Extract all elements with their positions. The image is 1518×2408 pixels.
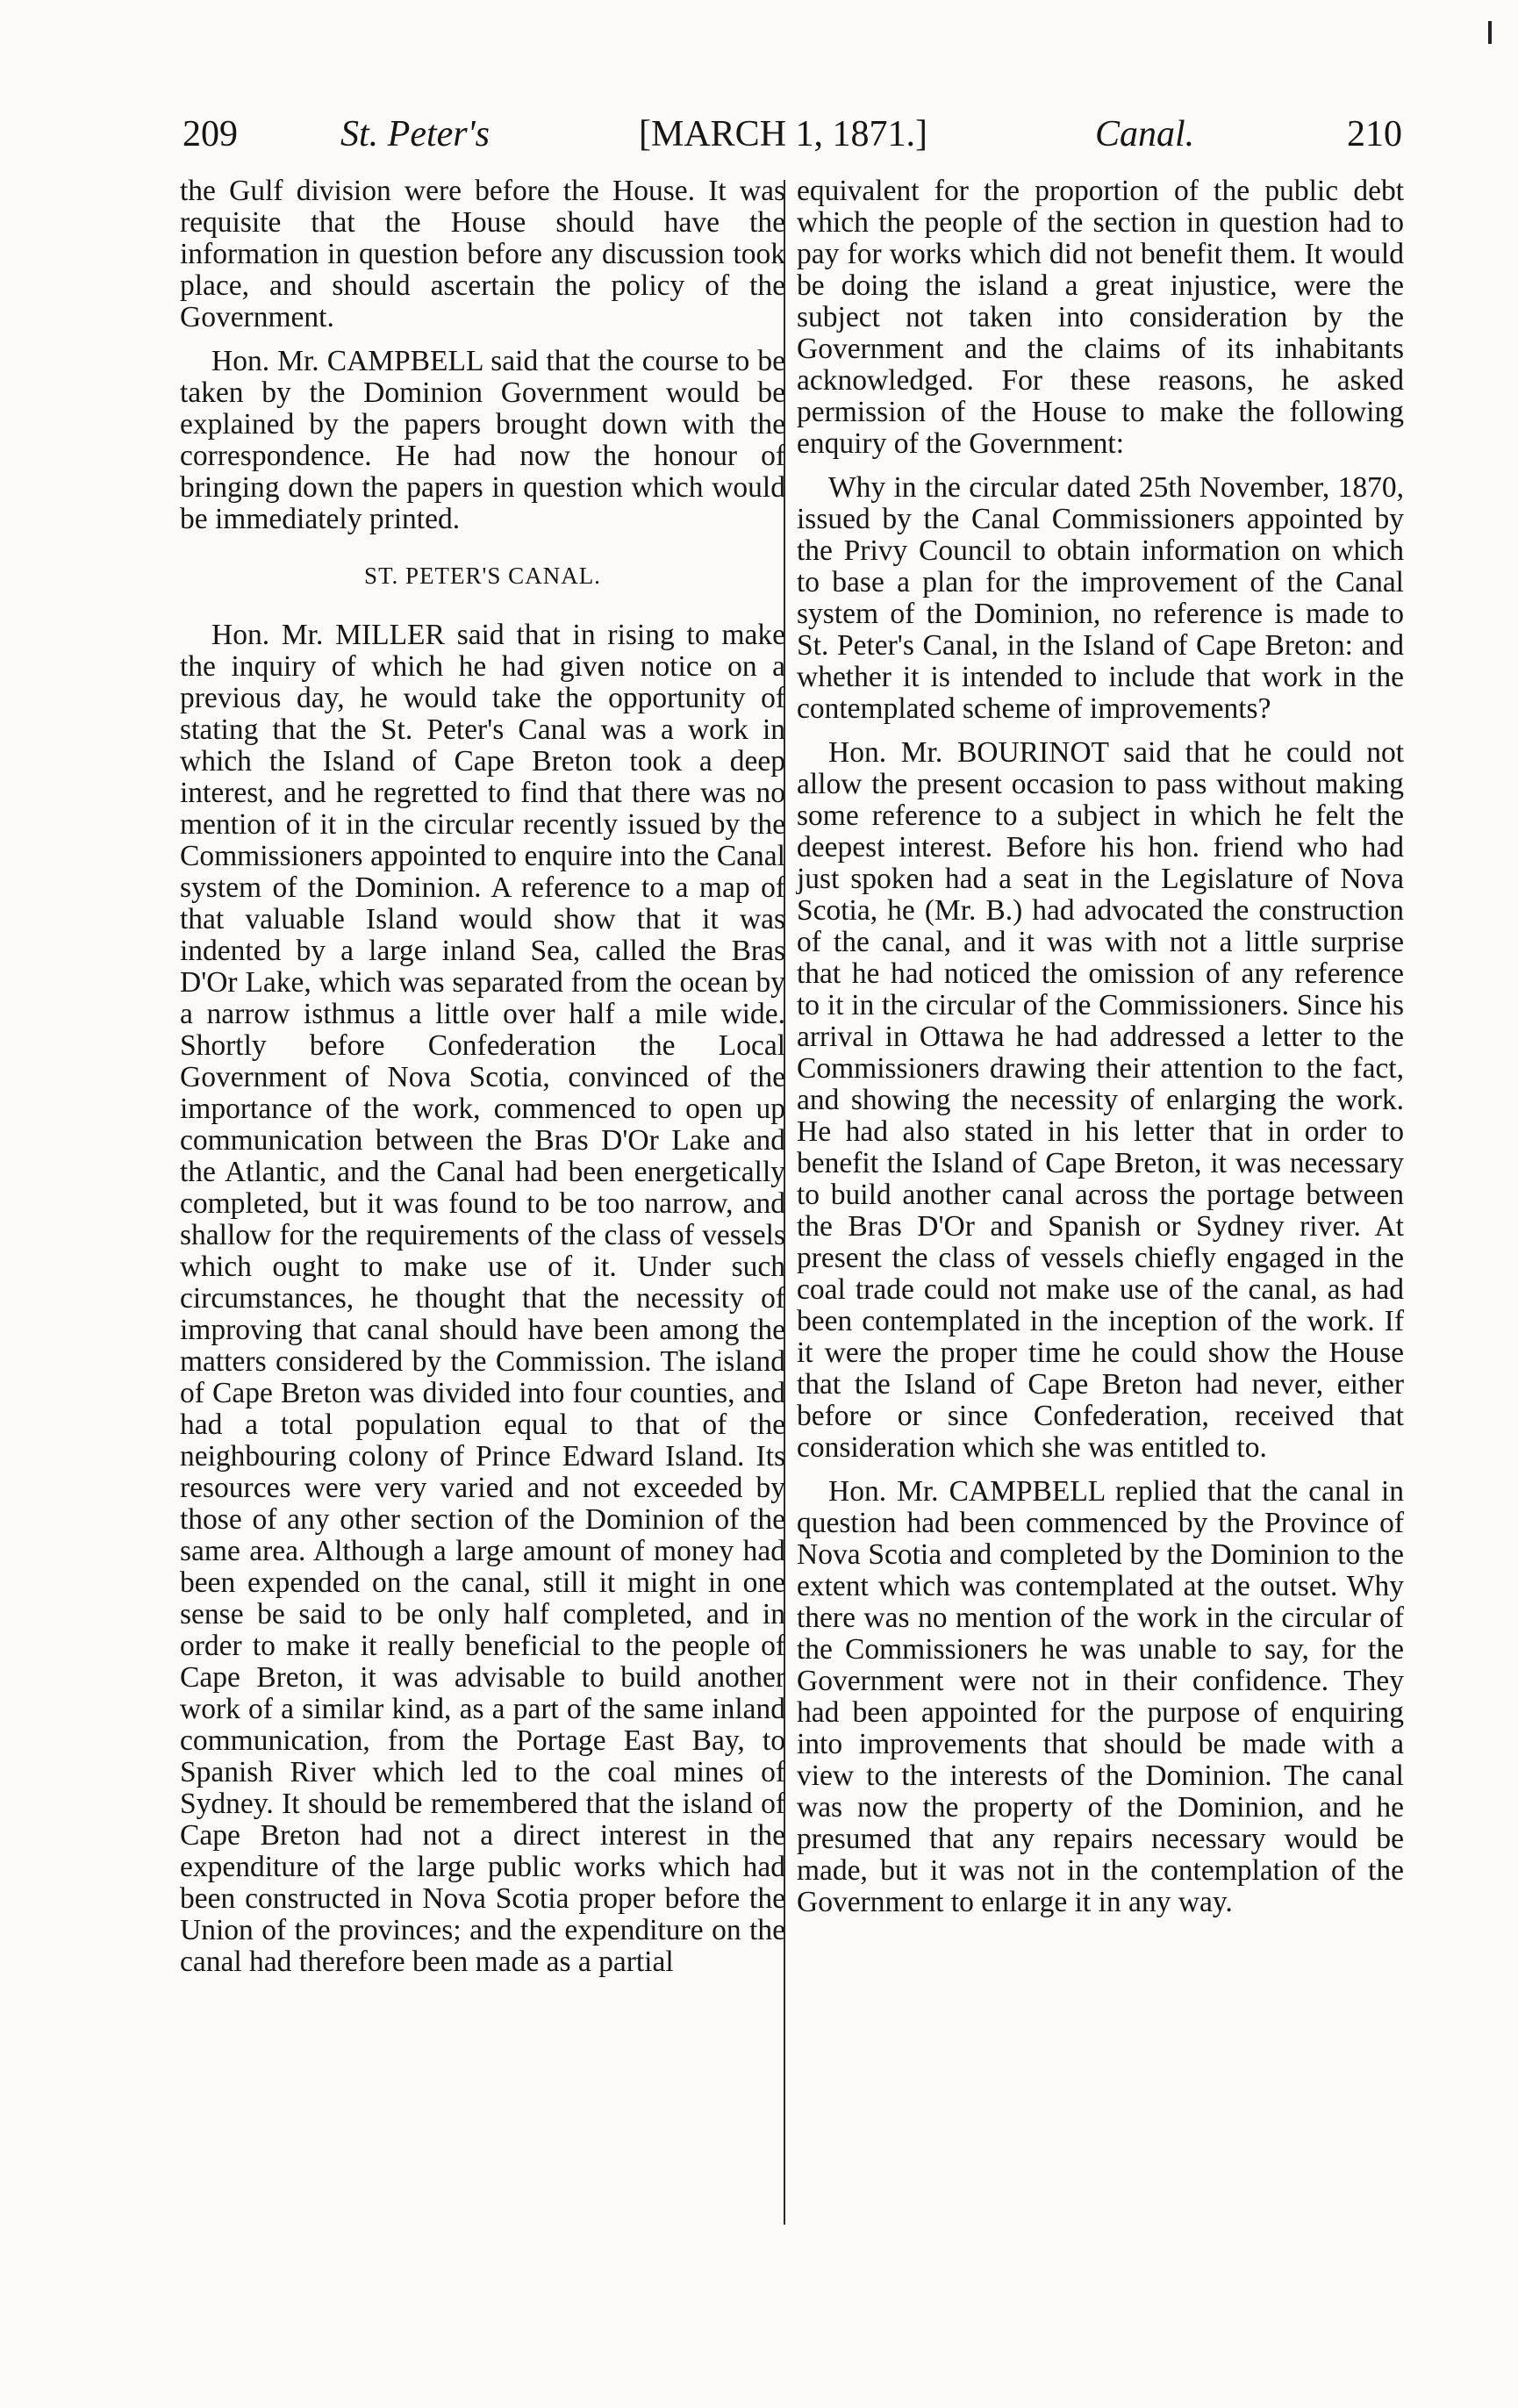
right-paragraph-1: equivalent for the proportion of the public debt which the people of the section in question had to pay for works which did not benefit them. It would be doing the island a great injustice, were the subject not taken into consideration by the Government and the claims of its inhabitants acknowledged. For these reasons, he asked permission of the House to make the following enquiry of the Government:: [797, 175, 1404, 460]
left-paragraph-1: the Gulf division were before the House. It was requisite that the House should have the information in question before any discussion took place, and should ascertain the policy of the Government.: [180, 175, 785, 333]
left-page-number: 209: [183, 114, 238, 154]
right-page-number: 210: [1347, 114, 1402, 154]
right-paragraph-2: Why in the circular dated 25th November, 1870, issued by the Canal Commissioners appointed by the Privy Council to obtain information on which to base a plan for the improvement of the Canal system of the Dominion, no reference is made to St. Peter's Canal, in the Island of Cape Breton: and whether it is intended to include that work in the contemplated scheme of improvements?: [797, 471, 1404, 725]
running-header: [183, 104, 1402, 165]
left-running-title: St. Peter's: [340, 114, 490, 154]
left-paragraph-2: Hon. Mr. CAMPBELL said that the course to be taken by the Dominion Government would be explained by the papers brought down with the correspondence. He had now the honour of bringing down the papers in question which would be immediately printed.: [180, 345, 785, 535]
right-running-title: Canal.: [1095, 114, 1195, 154]
header-date: [MARCH 1, 1871.]: [639, 114, 928, 154]
right-paragraph-3: Hon. Mr. BOURINOT said that he could not allow the present occasion to pass without making some reference to a subject in which he felt the deepest interest. Before his hon. friend who had just spoken had a seat in the Legislature of Nova Scotia, he (Mr. B.) had advocated the construction of the canal, and it was with not a little surprise that he had noticed the omission of any reference to it in the circular of the Commissioners. Since his arrival in Ottawa he had addressed a letter to the Commissioners drawing their attention to the fact, and showing the necessity of enlarging the work. He had also stated in his letter that in order to benefit the Island of Cape Breton, it was necessary to build another canal across the portage between the Bras D'Or and Spanish or Sydney river. At present the class of vessels chiefly engaged in the coal trade could not make use of the canal, as had been contemplated in the inception of the work. If it were the proper time he could show the House that the Island of Cape Breton had never, either before or since Confederation, received that consideration which she was entitled to.: [797, 736, 1404, 1464]
left-paragraph-3: Hon. Mr. MILLER said that in rising to make the inquiry of which he had given notice on a previous day, he would take the opportunity of stating that the St. Peter's Canal was a work in which the Island of Cape Breton took a deep interest, and he regretted to find that there was no mention of it in the circular recently issued by the Commissioners appointed to enquire into the Canal system of the Dominion. A reference to a map of that valuable Island would show that it was indented by a large inland Sea, called the Bras D'Or Lake, which was separated from the ocean by a narrow isthmus a little over half a mile wide. Shortly before Confederation the Local Government of Nova Scotia, convinced of the importance of the work, commenced to open up communication between the Bras D'Or Lake and the Atlantic, and the Canal had been energetically completed, but it was found to be too narrow, and shallow for the requirements of the class of vessels which ought to make use of it. Under such circumstances, he thought that the necessity of improving that canal should have been among the matters considered by the Commission. The island of Cape Breton was divided into four counties, and had a total population equal to that of the neighbouring colony of Prince Edward Island. Its resources were very varied and not exceeded by those of any other section of the Dominion of the same area. Although a large amount of money had been expended on the canal, still it might in one sense be said to be only half completed, and in order to make it really beneficial to the people of Cape Breton, it was advisable to build another work of a similar kind, as a part of the same inland communication, from the Portage East Bay, to Spanish River which led to the coal mines of Sydney. It should be remembered that the island of Cape Breton had not a direct interest in the expenditure of the large public works which had been constructed in Nova Scotia proper before the Union of the provinces; and the expenditure on the canal had therefore been made as a partial: [180, 619, 785, 1978]
right-column: [797, 176, 1404, 1931]
page-corner-mark: [1488, 21, 1492, 44]
right-paragraph-4: Hon. Mr. CAMPBELL replied that the canal in question had been commenced by the Province of Nova Scotia and completed by the Dominion to the extent which was contemplated at the outset. Why there was no mention of the work in the circular of the Commissioners he was unable to say, for the Government were not in their confidence. They had been appointed for the purpose of enquiring into improvements that should be made with a view to the interests of the Dominion. The canal was now the property of the Dominion, and he presumed that any repairs necessary would be made, but it was not in the contemplation of the Government to enlarge it in any way.: [797, 1475, 1404, 1918]
section-heading: ST. PETER'S CANAL.: [364, 563, 601, 589]
left-column: [180, 176, 785, 1990]
